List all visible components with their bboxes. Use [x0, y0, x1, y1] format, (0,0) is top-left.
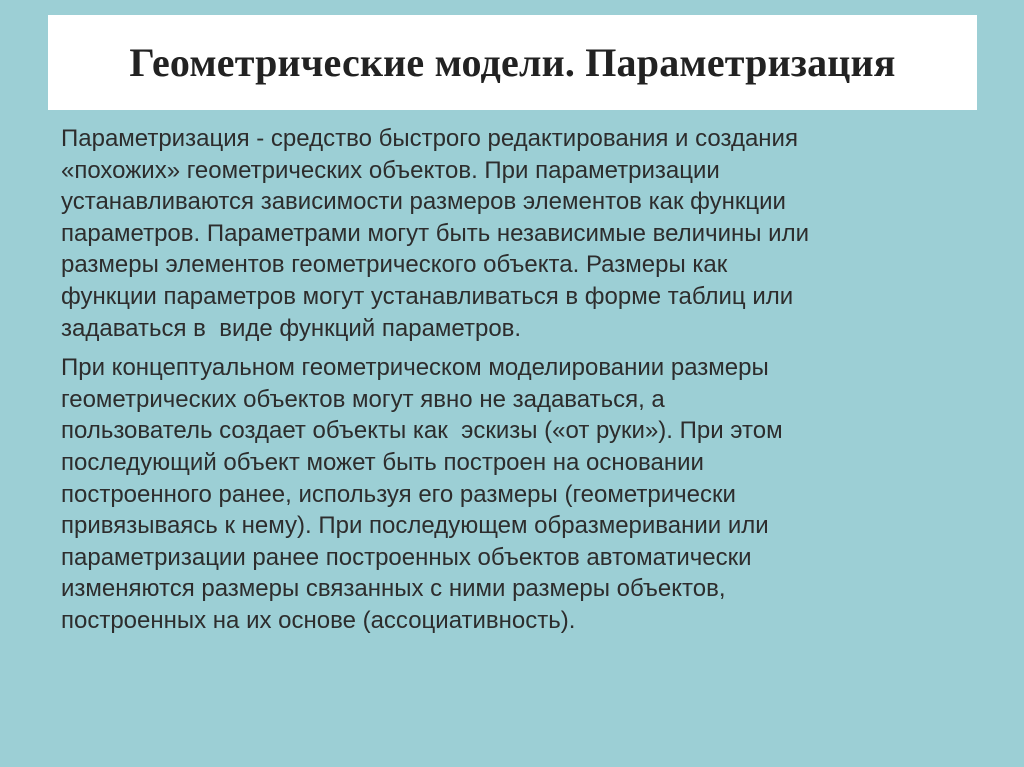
paragraph-line: функции параметров могут устанавливаться в форме таблиц или — [61, 282, 794, 310]
paragraph-line: параметризации ранее построенных объектов автоматически — [61, 543, 752, 571]
paragraph-parametrization — [61, 123, 961, 344]
paragraph-line: геометрических объектов могут явно не задаваться, а — [61, 385, 665, 413]
paragraph-line: задаваться в виде функций параметров. — [61, 314, 522, 342]
paragraph-line: размеры элементов геометрического объекта. Размеры как — [61, 251, 728, 279]
paragraph-line: При концептуальном геометрическом моделировании размеры — [61, 354, 769, 382]
title-box — [48, 15, 977, 110]
paragraph-line: привязываясь к нему). При последующем образмеривании или — [61, 512, 769, 540]
slide-body — [61, 123, 961, 637]
paragraph-line: построенного ранее, используя его размеры (геометрически — [61, 480, 736, 508]
paragraph-line: параметров. Параметрами могут быть независимые величины или — [61, 219, 809, 247]
paragraph-line: «похожих» геометрических объектов. При параметризации — [61, 156, 720, 184]
paragraph-line: Параметризация - средство быстрого редактирования и создания — [61, 125, 798, 152]
paragraph-conceptual-modeling — [61, 352, 961, 636]
paragraph-line: устанавливаются зависимости размеров элементов как функции — [61, 188, 786, 216]
paragraph-line: построенных на их основе (ассоциативность). — [61, 606, 576, 634]
paragraph-line: пользователь создает объекты как эскизы («от руки»). При этом — [61, 417, 783, 445]
paragraph-line: последующий объект может быть построен на основании — [61, 448, 704, 476]
paragraph-line: изменяются размеры связанных с ними размеры объектов, — [61, 575, 726, 603]
slide-title: Геометрические модели. Параметризация — [129, 40, 896, 85]
